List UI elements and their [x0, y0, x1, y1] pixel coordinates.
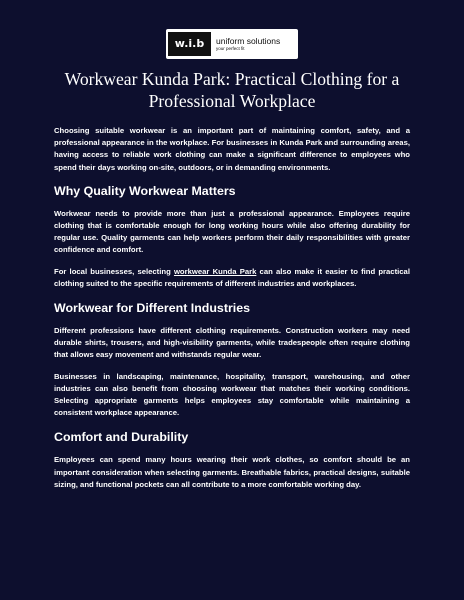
logo-text	[216, 37, 280, 52]
workwear-kunda-park-link[interactable]: workwear Kunda Park	[173, 266, 257, 276]
logo-tagline: your perfect fit	[216, 46, 245, 51]
quality-paragraph-2	[54, 266, 410, 290]
section-heading-quality: Why Quality Workwear Matters	[54, 183, 236, 198]
quality-paragraph-2-end: can also make it easier to find practical clothing suited to the specific requirements of different industries and workplaces.	[54, 266, 410, 288]
article	[54, 68, 410, 500]
section-heading-industries: Workwear for Different Industries	[54, 301, 250, 316]
section-heading-comfort: Comfort and Durability	[54, 430, 189, 445]
intro-paragraph: Choosing suitable workwear is an important part of maintaining comfort, safety, and a professional appearance in the workplace. For businesses in Kunda Park and surrounding areas, having access to reliable work clothing can make a significant difference to employees who spend their days working on-site, outdoors, or in demanding environments.	[54, 126, 410, 172]
brand-logo	[166, 29, 298, 59]
industries-paragraph-1: Different professions have different clothing requirements. Construction workers may need durable shirts, trousers, and high-visibility garments, while tradespeople often require clothing that allows easy movement and withstands regular wear.	[54, 326, 410, 360]
quality-paragraph-1: Workwear needs to provide more than just a professional appearance. Employees require clothing that is comfortable enough for long working hours while also offering durability for regular use. Quality garments can help workers perform their daily responsibilities with greater confidence and comfort.	[54, 208, 410, 255]
comfort-paragraph-1: Employees can spend many hours wearing their work clothes, so comfort should be an important consideration when selecting garments. Breathable fabrics, practical designs, suitable sizing, and functional pockets can all contribute to a more comfortable working day.	[54, 455, 410, 489]
logo-name: uniform solutions	[216, 35, 281, 46]
quality-paragraph-2-start: For local businesses, selecting	[54, 266, 174, 276]
page-title: Workwear Kunda Park: Practical Clothing for a Professional Workplace	[64, 69, 400, 111]
industries-paragraph-2: Businesses in landscaping, maintenance, hospitality, transport, warehousing, and other industries can also benefit from choosing workwear that matches their working conditions. Selecting appropriate garments helps employees stay comfortable while maintaining a consistent workplace appearance.	[54, 371, 410, 418]
logo-mark: w.i.b	[168, 32, 211, 56]
